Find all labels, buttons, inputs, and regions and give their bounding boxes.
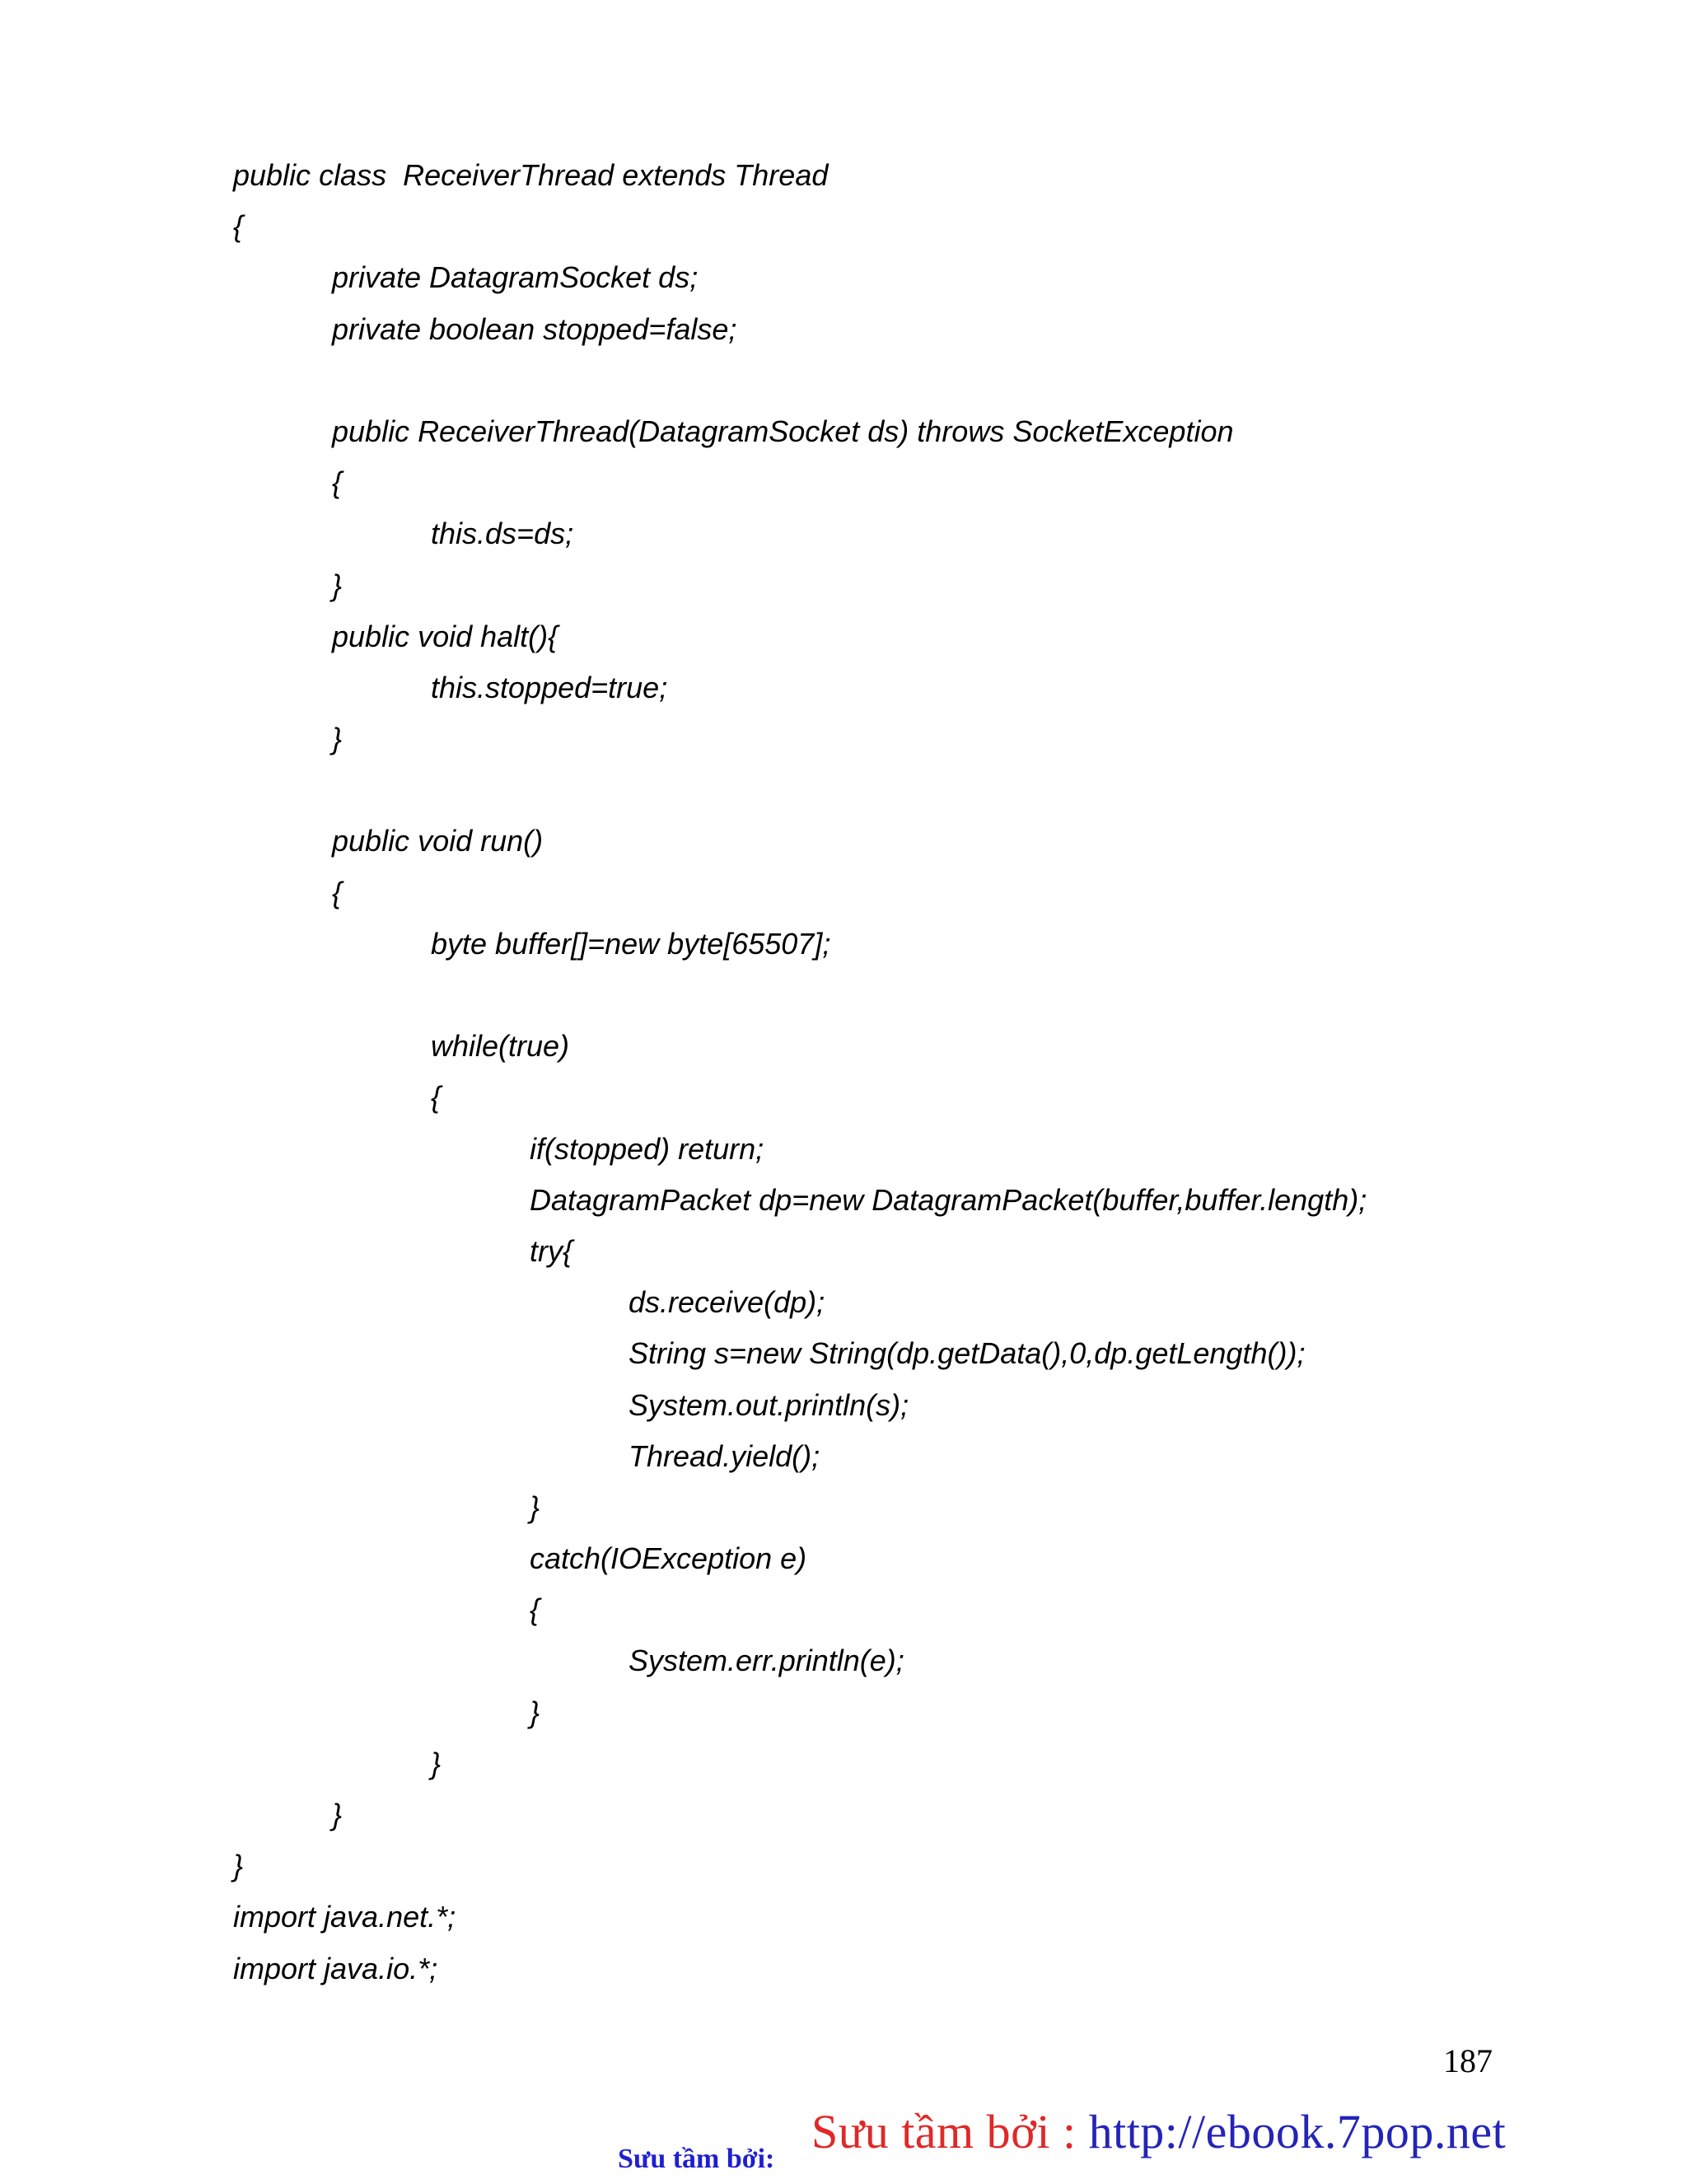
code-line: { [431,1080,442,1115]
code-line: ds.receive(dp); [629,1285,825,1320]
code-line: if(stopped) return; [530,1131,764,1166]
code-line: import java.io.*; [233,1951,438,1985]
page-number: 187 [1443,2042,1493,2079]
code-line: public ReceiverThread(DatagramSocket ds) throws SocketException [332,414,1234,448]
code-line: System.err.println(e); [629,1644,904,1678]
code-line: this.ds=ds; [431,517,574,551]
credit-text: Sưu tầm bởi: [618,2144,775,2174]
code-line: } [233,1849,244,1883]
code-line: private DatagramSocket ds; [332,260,699,295]
code-line [233,355,1367,406]
code-line: } [332,1798,343,1831]
watermark-label: Sưu tầm bởi : [811,2105,1089,2158]
code-line: public class ReceiverThread extends Thread [233,158,829,192]
code-line: public void halt(){ [332,619,558,653]
code-line: String s=new String(dp.getData(),0,dp.getLength()); [629,1336,1306,1371]
code-line: Thread.yield(); [629,1438,820,1473]
code-line: import java.net.*; [233,1900,456,1934]
code-line: while(true) [431,1029,570,1064]
code-line: catch(IOException e) [530,1541,807,1576]
watermark-url: http://ebook.7pop.net [1088,2105,1507,2158]
code-line: this.stopped=true; [431,670,668,704]
code-line: } [530,1490,540,1524]
code-line: public void run() [332,824,544,858]
code-line: DatagramPacket dp=new DatagramPacket(buffer,buffer.length); [530,1182,1367,1217]
code-line: System.out.println(s); [629,1387,909,1422]
code-line: } [332,568,343,602]
code-line: { [332,875,343,910]
code-line: } [332,722,343,756]
watermark [811,2104,1506,2159]
code-line: { [332,465,343,500]
code-line: byte buffer[]=new byte[65507]; [431,926,831,961]
code-line: { [233,209,244,244]
code-line [233,970,1367,1021]
code-line: } [431,1746,442,1780]
code-line: } [530,1695,540,1729]
code-line [233,765,1367,816]
code-line: { [530,1592,540,1627]
code-listing [233,150,1367,1995]
code-line: private boolean stopped=false; [332,311,737,346]
code-line: try{ [530,1233,573,1268]
